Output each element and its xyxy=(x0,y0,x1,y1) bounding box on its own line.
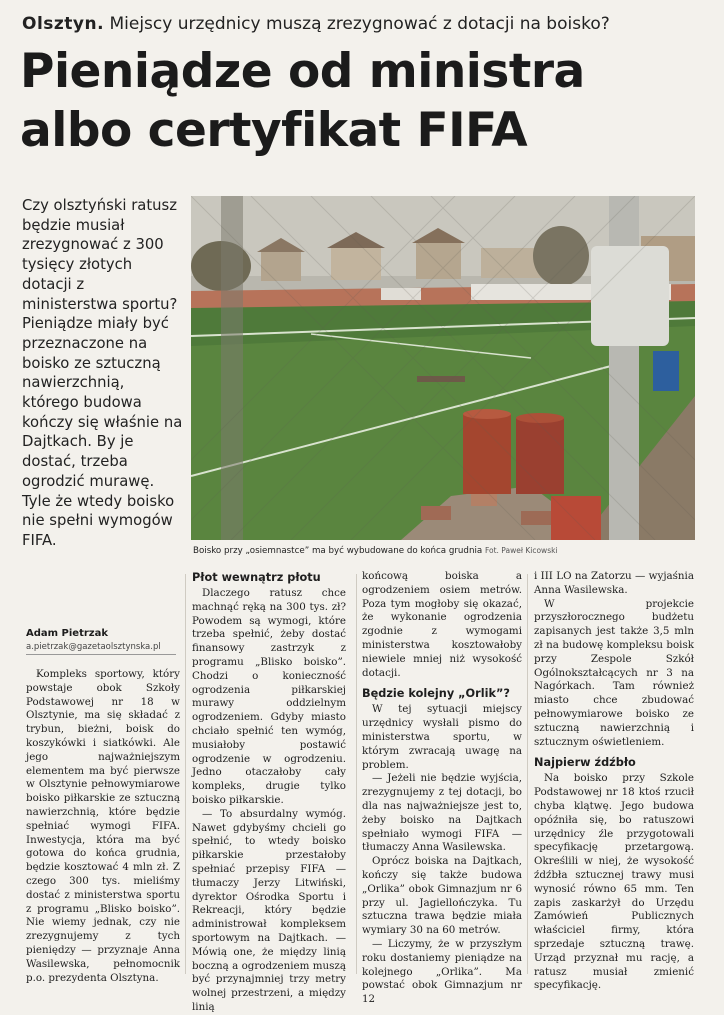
photo-credit: Fot. Paweł Kicowski xyxy=(484,546,558,555)
article-lead: Czy olsztyński ratusz będzie musiał zrezygnować z 300 tysięcy złotych dotacji z ministerstwa sportu? Pieniądze miały być przeznaczone na boisko ze sztuczną nawierzchnią, którego budowa kończy się właśnie na Dajtkach. By je dostać, trzeba ogrodzić murawę. Tyle że wtedy boisko nie spełni wymogów FIFA. xyxy=(22,197,183,549)
article-column-4 xyxy=(534,570,694,993)
paragraph: Oprócz boiska na Dajtkach, kończy się także budowa „Orlika” obok Gimnazjum nr 6 przy ul. Jagiellończyka. Tu sztuczna trawa będzie miała wymiary 30 na 60 metrów. xyxy=(362,855,522,937)
headline-line-1: Pieniądze od ministra xyxy=(20,44,585,99)
caption-text: Boisko przy „osiemnastce” ma być wybudowane do końca grudnia xyxy=(193,546,483,556)
paragraph: W projekcie przyszłorocznego budżetu zapisanych jest także 3,5 mln zł na budowę kompleksu boisk przy Zespole Szkół Ogólnokształcących nr 3 na Nagórkach. Tam również miasto chce zbudować pełnowymiarowe boisko ze sztuczną nawierzchnią i sztucznym oświetleniem. xyxy=(534,597,694,748)
article-headline xyxy=(20,42,710,160)
article-kicker xyxy=(22,14,712,34)
column-divider xyxy=(185,574,186,974)
headline-line-2: albo certyfikat FIFA xyxy=(20,103,528,158)
paragraph: — Jeżeli nie będzie wyjścia, zrezygnujemy z tej dotacji, bo dla nas najważniejsze jest to, żeby boisko na Dajtkach spełniało wymogi FIFA — tłumaczy Anna Wasilewska. xyxy=(362,772,522,854)
paragraph: Kompleks sportowy, który powstaje obok Szkoły Podstawowej nr 18 w Olsztynie, ma się składać z trybun, bieżni, boisk do koszykówki i siatkówki. Ale jego najważniejszym elementem ma być pierwsze w Olsztynie pełnowymiarowe boisko piłkarskie ze sztuczną nawierzchnią, które będzie spełniać wymogi FIFA. Inwestycja, która ma być gotowa do końca grudnia, będzie kosztować 4 mln zł. Z czego 300 tys. mieliśmy dostać z ministerstwa sportu z programu „Blisko boisko”. Nie wiemy jednak, czy nie zrezygnujemy z tych pieniędzy — przyznaje Anna Wasilewska, pełnomocnik p.o. prezydenta Olsztyna. xyxy=(26,668,180,984)
article-column-1 xyxy=(26,668,180,985)
column-divider xyxy=(527,574,528,974)
paragraph: końcową boiska a ogrodzeniem osiem metrów. Poza tym mogłoby się okazać, że wykonanie ogrodzenia zgodnie z wymogami ministerstwa kosztowałoby niewiele mniej niż wysokość dotacji. xyxy=(362,570,522,679)
author-name: Adam Pietrzak xyxy=(26,628,109,639)
author-email: a.pietrzak@gazetaolsztynska.pl xyxy=(26,642,176,655)
paragraph: W tej sytuacji miejscy urzędnicy wysłali pismo do ministerstwa sportu, w którym zwracają uwagę na problem. xyxy=(362,703,522,771)
article-photo xyxy=(191,196,695,540)
column-divider xyxy=(356,574,357,974)
article-column-3 xyxy=(362,570,522,1007)
paragraph: i III LO na Zatorzu — wyjaśnia Anna Wasilewska. xyxy=(534,570,694,596)
paragraph: — Liczymy, że w przyszłym roku dostaniemy pieniądze na kolejnego „Orlika”. Ma powstać obok Gimnazjum nr 12 xyxy=(362,937,522,1006)
paragraph: Dlaczego ratusz chce machnąć ręką na 300 tys. zł? Powodem są wymogi, które trzeba spełnić, żeby dostać finansowy zastrzyk z programu „Blisko boisko”. Chodzi o konieczność ogrodzenia piłkarskiej murawy oddzielnym ogrodzeniem. Gdyby miasto chciało spełnić ten wymóg, musiałoby postawić ogrodzenie w ogrodzeniu. Jedno otaczałoby cały kompleks, drugie tylko boisko piłkarskie. xyxy=(192,587,346,806)
section-heading: Najpierw źdźbło xyxy=(534,756,636,770)
section-heading: Płot wewnątrz płotu xyxy=(192,571,321,584)
article-column-2 xyxy=(192,570,346,1015)
paragraph: Na boisko przy Szkole Podstawowej nr 18 ktoś rzucił chyba klątwę. Jego budowa opóźniła się, bo ratuszowi urzędnicy źle przygotowali specyfikację przetargową. Określili w niej, że wysokość źdźbła sztucznej trawy musi wynosić równo 65 mm. Ten zapis zaskarżył do Urzędu Zamówień Publicznych właściciel firmy, która sprzedaje sztuczną trawę. Urząd przyznał mu rację, a ratusz musiał zmienić specyfikację. xyxy=(534,772,694,992)
paragraph: — To absurdalny wymóg. Nawet gdybyśmy chcieli go spełnić, to wtedy boisko piłkarskie przestałoby spełniać przepisy FIFA — tłumaczy Jerzy Litwiński, dyrektor Ośrodka Sportu i Rekreacji, który będzie administrował kompleksem sportowym na Dajtkach. — Mówią one, że między linią boczną a ogrodzeniem muszą być przynajmniej trzy metry wolnej przestrzeni, a między linią xyxy=(192,807,346,1013)
section-heading: Będzie kolejny „Orlik”? xyxy=(362,687,510,701)
kicker-text: Miejscy urzędnicy muszą zrezygnować z dotacji na boisko? xyxy=(104,14,610,34)
photo-caption xyxy=(193,546,713,556)
kicker-city: Olsztyn. xyxy=(22,14,105,34)
